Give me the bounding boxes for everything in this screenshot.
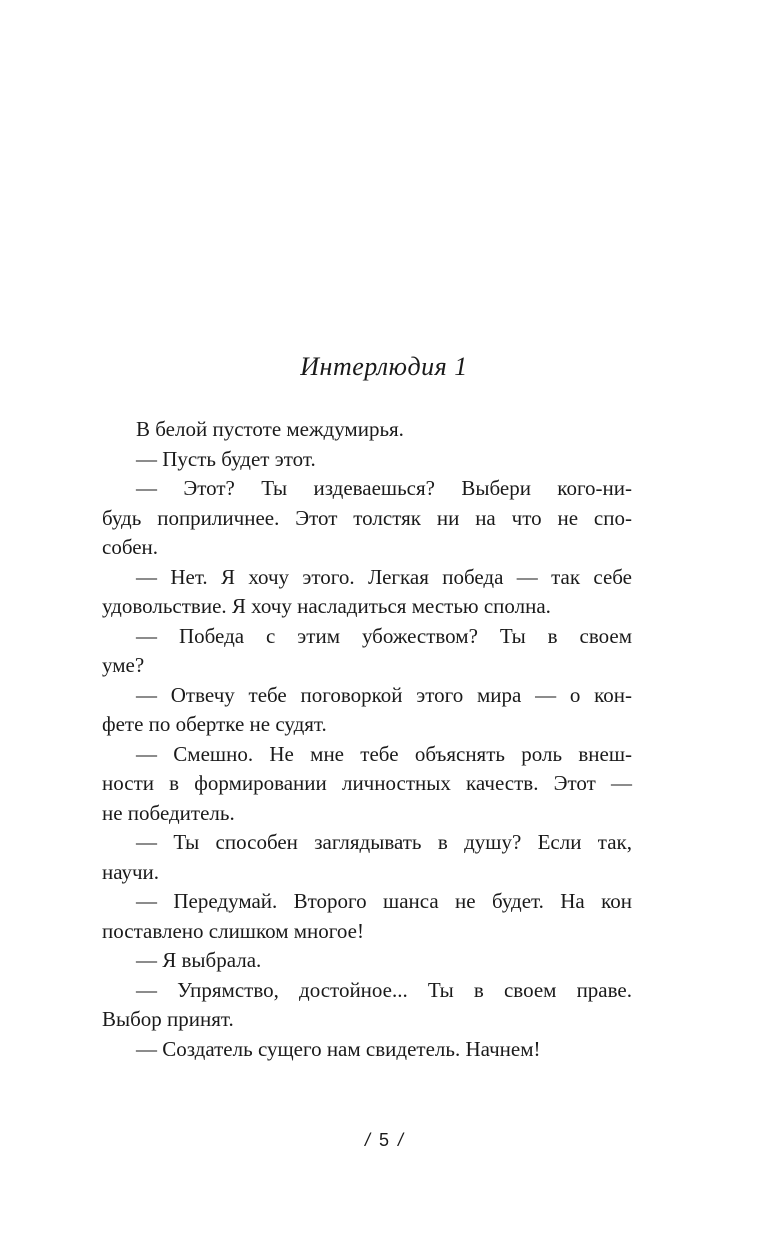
chapter-body <box>102 415 632 1064</box>
text-line: фете по обертке не судят. <box>102 712 327 736</box>
text-line: — Передумай. Второго шанса не будет. На кон <box>136 889 632 913</box>
text-line: — Упрямство, достойное... Ты в своем праве. <box>136 977 632 1002</box>
page-footer <box>0 1130 768 1151</box>
text-line: собен. <box>102 535 159 559</box>
text-line: — Смешно. Не мне тебе объяснять роль внеш- <box>136 741 632 766</box>
text-line: — Я выбрала. <box>136 948 262 972</box>
page-number-left-mark: / <box>364 1130 370 1150</box>
text-line: не победитель. <box>102 800 235 825</box>
page-number: 5 <box>378 1130 389 1150</box>
text-line: удовольствие. Я хочу насладиться местью сполна. <box>102 594 551 618</box>
text-line: ности в формировании личностных качеств. Этот — <box>102 771 632 795</box>
page-number-right-mark: / <box>398 1130 404 1150</box>
chapter-title: Интерлюдия 1 <box>300 352 468 381</box>
text-line: — Победа с этим убожеством? Ты в своем <box>136 623 632 648</box>
text-line: будь поприличнее. Этот толстяк ни на что не спо- <box>102 505 632 530</box>
text-line: В белой пустоте междумирья. <box>136 417 404 441</box>
text-line: — Создатель сущего нам свидетель. Начнем! <box>136 1036 541 1061</box>
text-line: научи. <box>102 859 160 884</box>
text-line: — Отвечу тебе поговоркой этого мира — о кон- <box>136 682 632 707</box>
text-line: — Нет. Я хочу этого. Легкая победа — так себе <box>136 564 632 589</box>
text-line: — Ты способен заглядывать в душу? Если так, <box>136 830 632 854</box>
text-line: — Пусть будет этот. <box>136 446 316 471</box>
text-line: уме? <box>102 653 145 677</box>
text-line: — Этот? Ты издеваешься? Выбери кого-ни- <box>136 476 632 500</box>
text-line: поставлено слишком многое! <box>102 918 364 943</box>
text-line: Выбор принят. <box>102 1007 234 1031</box>
